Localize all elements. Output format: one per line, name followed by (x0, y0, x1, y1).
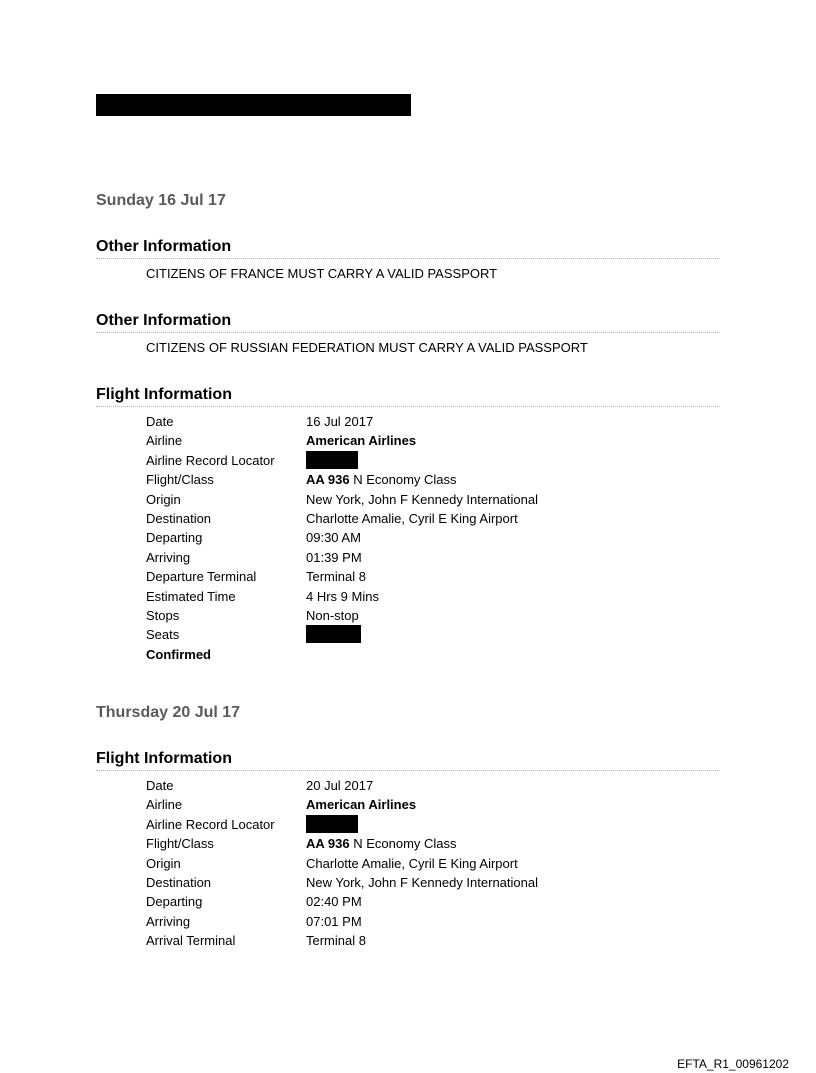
flight1-label-departing: Departing (146, 530, 203, 546)
flight2-row-record-locator (146, 817, 706, 836)
flight2-label-date: Date (146, 778, 174, 793)
other-info-text-1: CITIZENS OF FRANCE MUST CARRY A VALID PASSPORT (146, 266, 498, 281)
flight1-row-stops (146, 608, 706, 627)
flight1-class: N Economy Class (349, 472, 457, 488)
other-info-title-1: Other Information (96, 237, 720, 259)
flight1-value-estimated-time: 4 Hrs 9 Mins (306, 588, 379, 604)
flight2-value-date: 20 Jul 2017 (306, 778, 374, 793)
flight1-row-record-locator (146, 453, 706, 472)
flight1-seats-redaction (306, 625, 361, 643)
document-id: EFTA_R1_00961202 (677, 1057, 789, 1071)
flight2-flight-number: AA 936 (306, 836, 350, 852)
flight1-value-date: 16 Jul 2017 (306, 414, 374, 429)
flight1-value-terminal: Terminal 8 (306, 569, 366, 585)
flight1-label-date: Date (146, 414, 174, 429)
flight2-value-destination: New York, John F Kennedy International (306, 874, 538, 890)
other-info-text-2: CITIZENS OF RUSSIAN FEDERATION MUST CARRY A VALID PASSPORT (146, 340, 588, 355)
flight1-value-airline: American Airlines (306, 433, 417, 449)
flight2-row-terminal (146, 933, 706, 952)
flight1-value-flight-class (306, 472, 457, 488)
flight1-label-flight-class: Flight/Class (146, 472, 214, 488)
flight-info-title-2: Flight Information (96, 749, 720, 771)
flight1-row-flight-class (146, 472, 706, 491)
flight-details-2 (146, 778, 706, 953)
flight2-value-terminal: Terminal 8 (306, 933, 366, 949)
flight1-row-origin (146, 492, 706, 511)
flight2-label-departing: Departing (146, 894, 203, 910)
flight1-flight-number: AA 936 (306, 472, 350, 488)
flight1-value-arriving: 01:39 PM (306, 549, 362, 565)
flight1-row-arriving (146, 550, 706, 569)
flight1-label-estimated-time: Estimated Time (146, 588, 236, 604)
flight2-value-airline: American Airlines (306, 797, 417, 813)
flight1-row-estimated-time (146, 589, 706, 608)
flight1-value-destination: Charlotte Amalie, Cyril E King Airport (306, 510, 518, 526)
flight2-row-date (146, 778, 706, 797)
flight2-label-flight-class: Flight/Class (146, 836, 214, 852)
flight1-row-airline (146, 433, 706, 452)
flight1-label-arriving: Arriving (146, 549, 191, 565)
flight1-value-airline-wrap (306, 433, 416, 449)
day-heading-2: Thursday 20 Jul 17 (96, 704, 241, 721)
flight2-class: N Economy Class (349, 836, 457, 852)
flight2-value-departing: 02:40 PM (306, 894, 362, 910)
flight1-label-stops: Stops (146, 607, 180, 623)
flight2-row-origin (146, 856, 706, 875)
flight2-label-origin: Origin (146, 855, 181, 871)
flight1-label-airline: Airline (146, 433, 183, 449)
flight1-value-origin: New York, John F Kennedy International (306, 491, 538, 507)
flight1-value-departing: 09:30 AM (306, 530, 361, 546)
flight2-row-flight-class (146, 836, 706, 855)
flight1-row-status (146, 647, 706, 666)
flight1-record-locator-redaction (306, 451, 358, 469)
flight2-value-arriving: 07:01 PM (306, 913, 362, 929)
flight-info-title-1: Flight Information (96, 385, 720, 407)
flight2-label-terminal: Arrival Terminal (146, 933, 236, 949)
flight1-label-record-locator: Airline Record Locator (146, 452, 275, 468)
flight2-record-locator-redaction (306, 815, 358, 833)
flight2-row-departing (146, 894, 706, 913)
flight1-row-terminal (146, 569, 706, 588)
day-heading-1: Sunday 16 Jul 17 (96, 192, 226, 209)
flight2-label-record-locator: Airline Record Locator (146, 816, 275, 832)
flight2-row-destination (146, 875, 706, 894)
flight1-row-seats (146, 627, 706, 646)
flight1-label-seats: Seats (146, 627, 180, 643)
flight2-value-origin: Charlotte Amalie, Cyril E King Airport (306, 855, 518, 871)
flight2-label-destination: Destination (146, 874, 212, 890)
other-info-title-2: Other Information (96, 311, 720, 333)
flight2-row-airline (146, 797, 706, 816)
flight2-label-arriving: Arriving (146, 913, 191, 929)
flight1-row-destination (146, 511, 706, 530)
flight1-label-origin: Origin (146, 491, 181, 507)
flight2-value-airline-wrap (306, 797, 416, 813)
flight1-row-date (146, 414, 706, 433)
flight1-label-destination: Destination (146, 510, 212, 526)
flight2-label-airline: Airline (146, 797, 183, 813)
flight2-value-flight-class (306, 836, 457, 852)
flight1-row-departing (146, 530, 706, 549)
flight1-label-terminal: Departure Terminal (146, 569, 257, 585)
header-redaction (96, 94, 411, 116)
flight1-value-stops: Non-stop (306, 607, 359, 623)
flight1-status: Confirmed (146, 646, 211, 662)
flight2-row-arriving (146, 914, 706, 933)
flight-details-1 (146, 414, 706, 666)
